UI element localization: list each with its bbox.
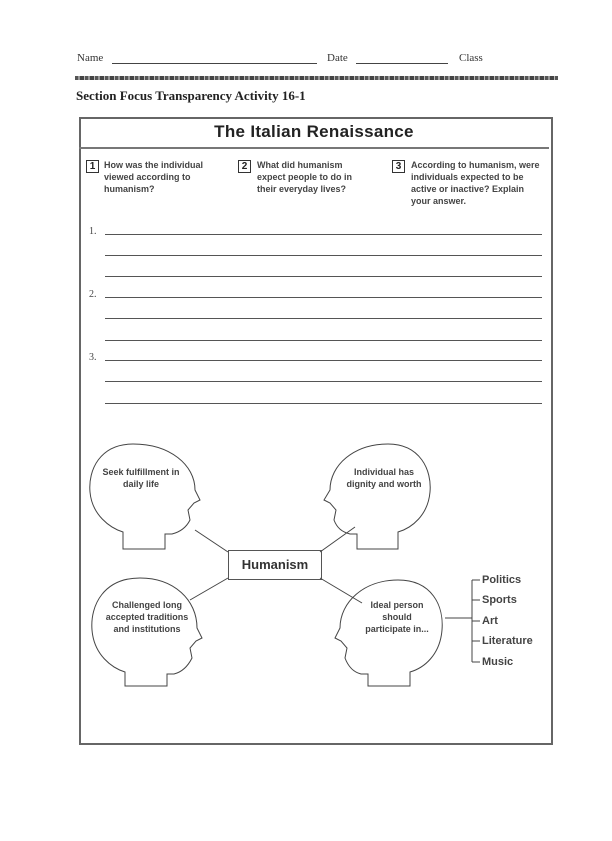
head-text-top-left: Seek fulfillment in daily life	[102, 467, 180, 489]
answer-number-1: 1.	[89, 226, 97, 237]
head-text-top-right: Individual has dignity and worth	[346, 467, 422, 489]
name-label: Name	[77, 52, 104, 64]
list-item-art: Art	[482, 615, 498, 627]
class-label: Class	[459, 52, 483, 64]
question-2-text: What did humanism expect people to do in their everyday lives?	[257, 160, 353, 194]
head-text-bottom-right: Ideal person should participate in...	[365, 600, 429, 634]
question-number-3: 3	[392, 160, 405, 173]
question-1-text: How was the individual viewed according to humanism?	[104, 160, 204, 194]
head-text-bottom-left: Challenged long accepted traditions and institutions	[105, 600, 189, 634]
date-label: Date	[327, 52, 348, 64]
question-number-1: 1	[86, 160, 99, 173]
question-number-2: 2	[238, 160, 251, 173]
list-item-politics: Politics	[482, 574, 522, 586]
list-item-sports: Sports	[482, 594, 517, 606]
answer-number-2: 2.	[89, 289, 97, 300]
question-3-text: According to humanism, were individuals expected to be active or inactive? Explain your answer.	[411, 160, 540, 206]
humanism-hub: Humanism	[228, 550, 322, 580]
answer-number-3: 3.	[89, 352, 97, 363]
list-item-music: Music	[482, 656, 514, 668]
worksheet-title: The Italian Renaissance	[214, 122, 414, 141]
list-item-literature: Literature	[482, 635, 533, 647]
section-title: Section Focus Transparency Activity 16-1	[76, 88, 306, 103]
